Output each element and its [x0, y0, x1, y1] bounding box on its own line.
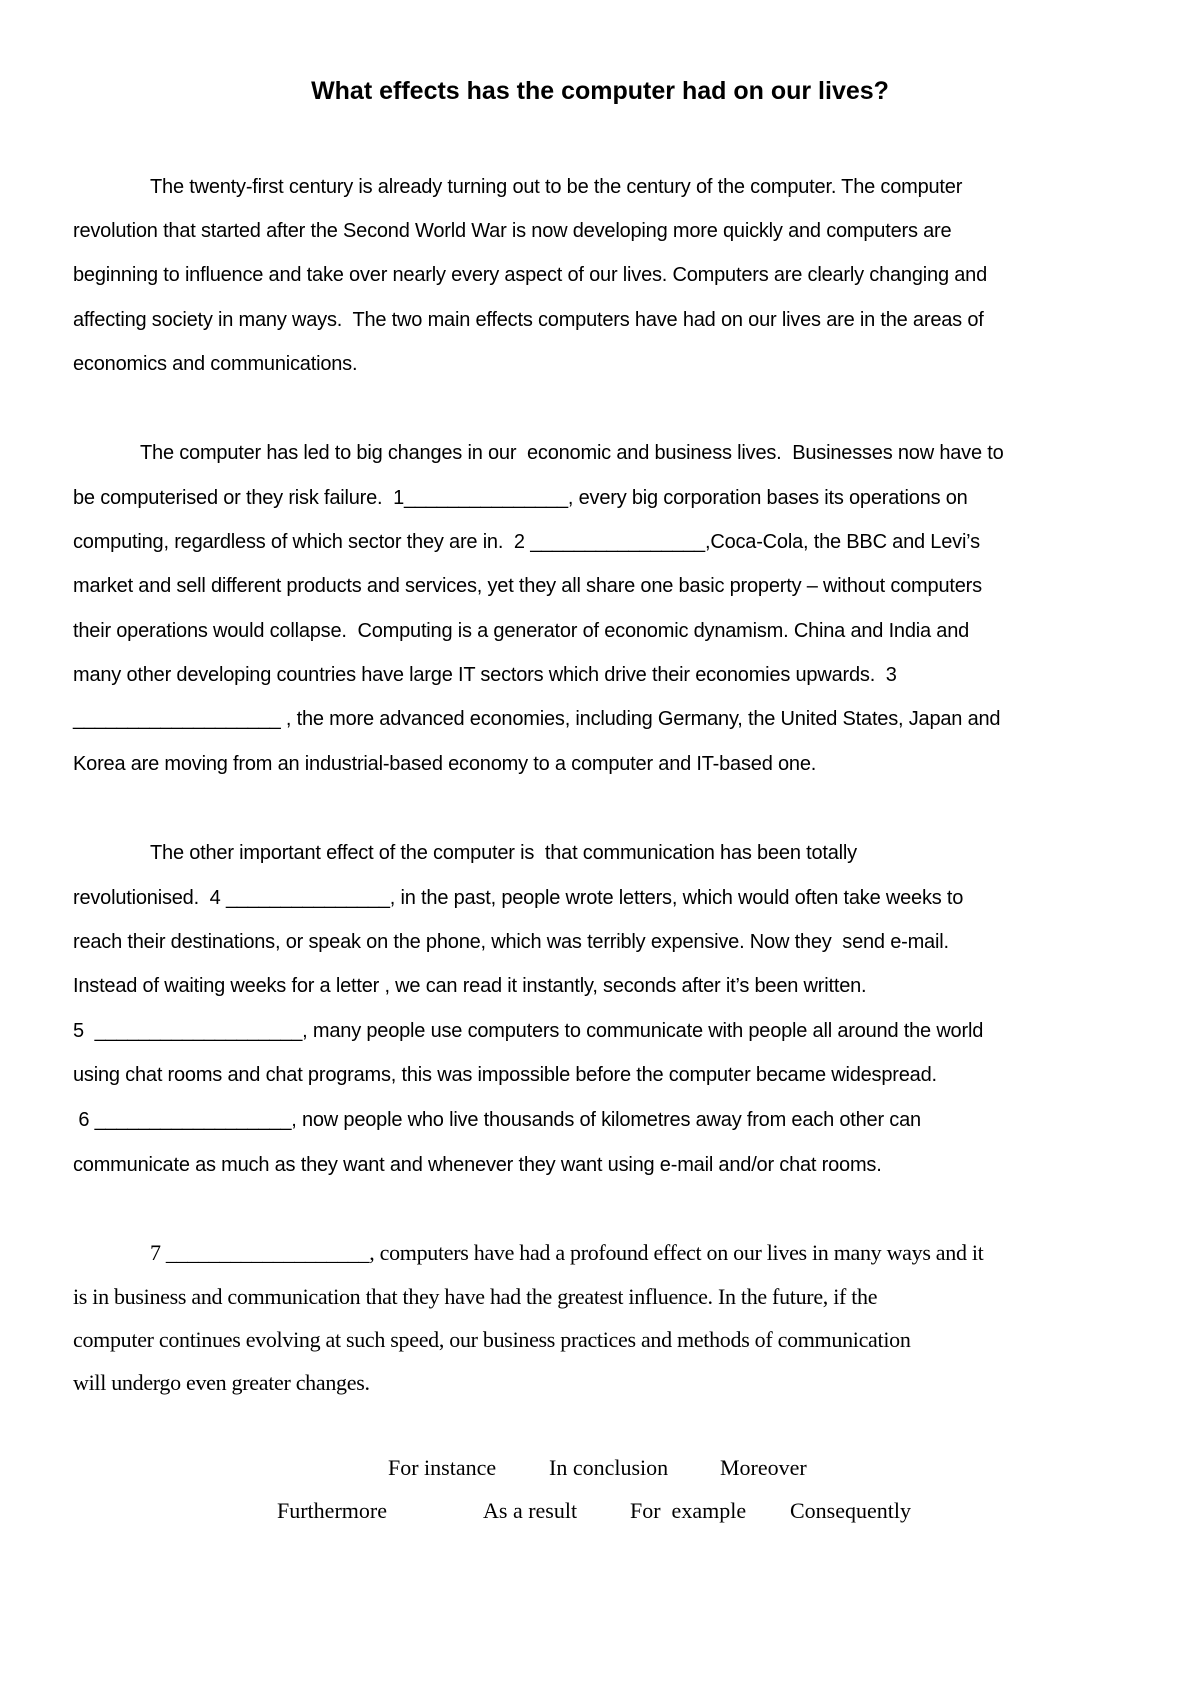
paragraph-line: computer continues evolving at such speed, our business practices and methods of communication — [73, 1327, 911, 1352]
paragraph-line: Instead of waiting weeks for a letter , we can read it instantly, seconds after it’s been written. — [73, 975, 867, 997]
paragraph-line: affecting society in many ways. The two main effects computers have had on our lives are in the areas of — [73, 309, 984, 331]
paragraph-line: revolution that started after the Second World War is now developing more quickly and computers are — [73, 220, 952, 242]
paragraph-line-blank-4: revolutionised. 4 _______________, in the past, people wrote letters, which would often take weeks to — [73, 887, 964, 909]
paragraph-line-blank-6: 6 __________________, now people who live thousands of kilometres away from each other can — [73, 1109, 921, 1131]
word-option: As a result — [483, 1498, 578, 1523]
page-title: What effects has the computer had on our lives? — [311, 77, 889, 105]
paragraph-line-blank-3: ___________________ , the more advanced economies, including Germany, the United States, Japan and — [73, 708, 1001, 730]
paragraph-line: The twenty-first century is already turning out to be the century of the computer. The computer — [150, 176, 963, 198]
paragraph-line: communicate as much as they want and whenever they want using e-mail and/or chat rooms. — [73, 1154, 882, 1176]
paragraph-line: many other developing countries have large IT sectors which drive their economies upwards. 3 — [73, 664, 897, 686]
paragraph-line: economics and communications. — [73, 353, 358, 375]
paragraph-line: market and sell different products and services, yet they all share one basic property – without computers — [73, 575, 982, 597]
paragraph-line-blank-7: 7 ___________________, computers have had a profound effect on our lives in many ways and it — [150, 1240, 984, 1265]
word-option: Moreover — [720, 1455, 807, 1480]
paragraph-line: will undergo even greater changes. — [73, 1370, 370, 1395]
paragraph-line: is in business and communication that they have had the greatest influence. In the future, if the — [73, 1284, 878, 1309]
word-option: Furthermore — [277, 1498, 387, 1523]
paragraph-line: using chat rooms and chat programs, this was impossible before the computer became widespread. — [73, 1064, 937, 1086]
paragraph-line-blank-1: be computerised or they risk failure. 1_______________, every big corporation bases its operations on — [73, 487, 968, 509]
paragraph-line-blank-5: 5 ___________________, many people use computers to communicate with people all around the world — [73, 1020, 984, 1042]
word-option: Consequently — [790, 1498, 911, 1523]
paragraph-line: their operations would collapse. Computing is a generator of economic dynamism. China and India and — [73, 620, 970, 642]
paragraph-line: beginning to influence and take over nearly every aspect of our lives. Computers are clearly changing and — [73, 264, 987, 286]
paragraph-line: Korea are moving from an industrial-based economy to a computer and IT-based one. — [73, 753, 817, 775]
paragraph-line-blank-2: computing, regardless of which sector they are in. 2 ________________,Coca-Cola, the BBC and Levi’s — [73, 531, 980, 553]
paragraph-line: The other important effect of the computer is that communication has been totally — [150, 842, 857, 864]
paragraph-line: reach their destinations, or speak on the phone, which was terribly expensive. Now they send e-mail. — [73, 931, 949, 953]
paragraph-line: The computer has led to big changes in our economic and business lives. Businesses now have to — [140, 442, 1004, 464]
word-option: For instance — [388, 1455, 497, 1480]
word-option: In conclusion — [549, 1455, 669, 1480]
word-option: For example — [630, 1498, 747, 1523]
